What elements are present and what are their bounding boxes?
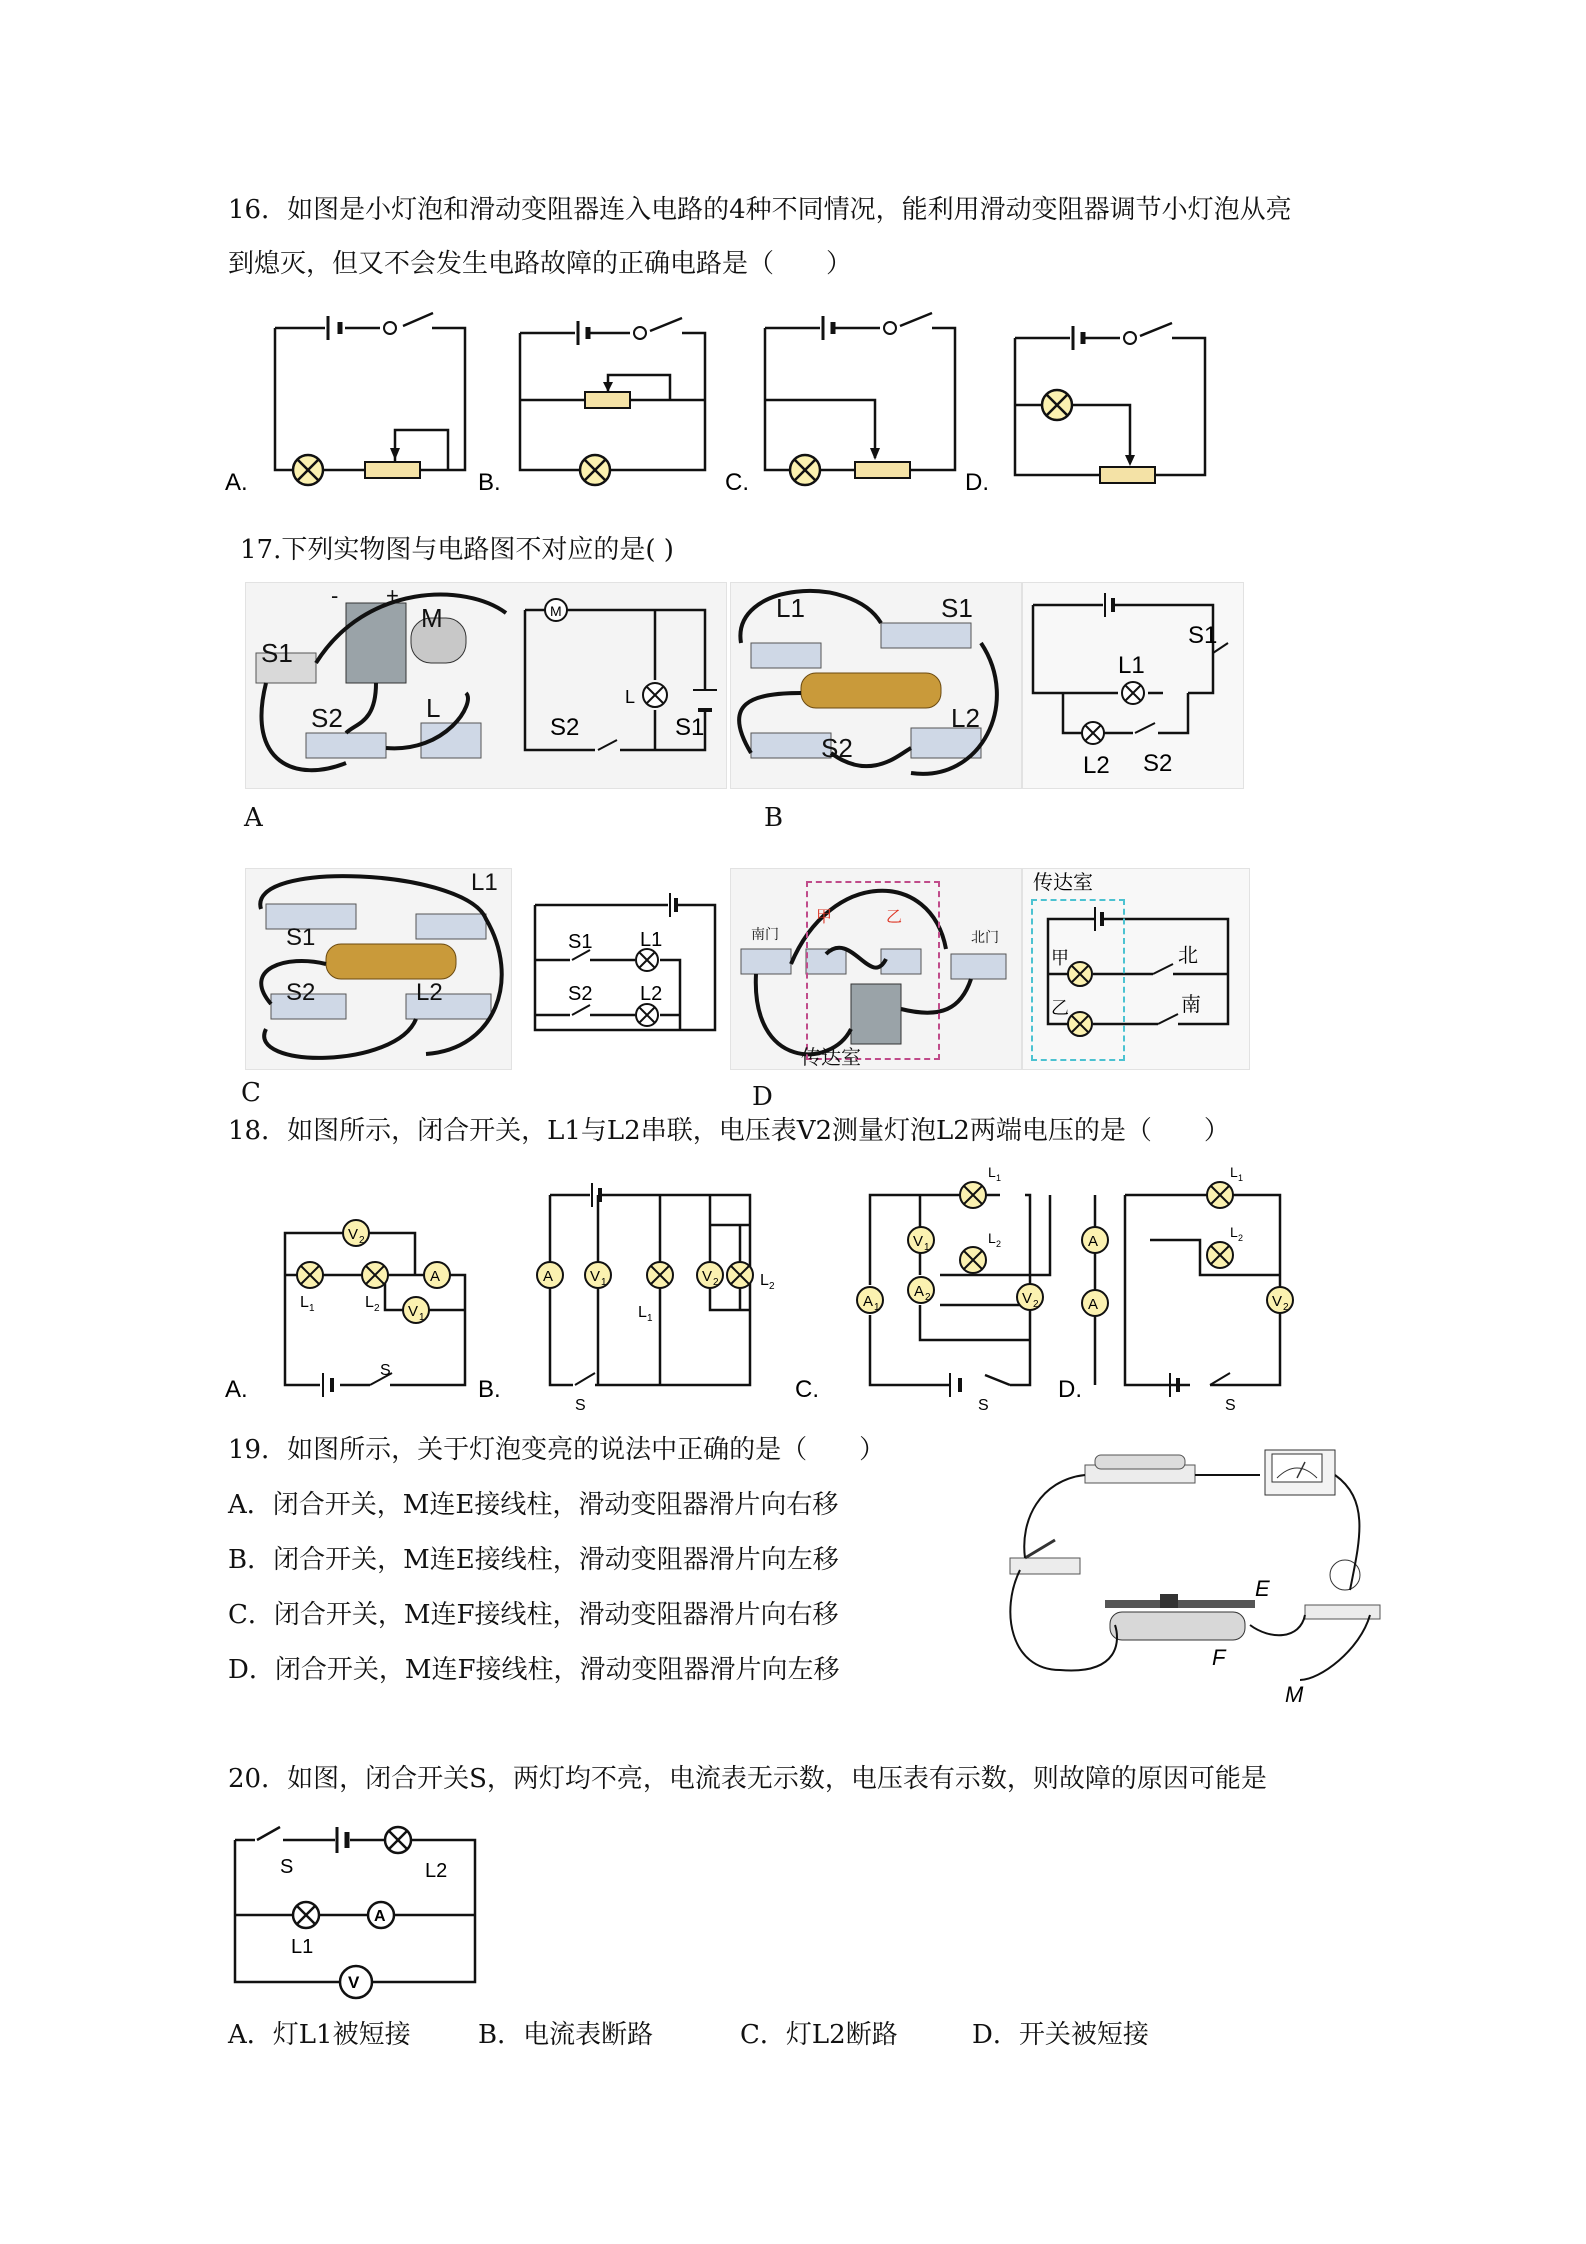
svg-text:L: L [1230, 1224, 1238, 1240]
q20-text: 20．如图，闭合开关S，两灯均不亮，电流表无示数，电压表有示数，则故障的原因可能是 [228, 1764, 1267, 1794]
q17-cb-l2: L2 [1083, 752, 1110, 779]
svg-text:2: 2 [359, 1235, 365, 1246]
q17-cc-s2: S2 [568, 983, 593, 1005]
svg-text:A: A [1088, 1233, 1099, 1250]
q17-cd-yi: 乙 [1051, 998, 1069, 1018]
q17-a-s2-label: S2 [311, 703, 343, 733]
svg-text:V: V [702, 1268, 713, 1285]
q20-ammeter-label: A [374, 1908, 386, 1925]
svg-text:V: V [1022, 1290, 1033, 1307]
q20-option-c[interactable]: C．灯L2断路 [740, 2020, 898, 2050]
q17-c-l2-label: L2 [416, 979, 443, 1006]
q16-circuits [220, 300, 1220, 500]
q18-label-a: A. [225, 1376, 248, 1403]
q17-d-room: 传达室 [801, 1045, 861, 1069]
q20-option-a[interactable]: A．灯L1被短接 [228, 2020, 411, 2050]
q19-label-e: E [1255, 1576, 1270, 1601]
q17-circuit-d[interactable] [1022, 868, 1250, 1070]
svg-text:L: L [638, 1304, 647, 1321]
q16-label-b: B. [478, 469, 501, 496]
svg-text:L: L [988, 1165, 996, 1180]
q20-l1-label: L1 [291, 1936, 314, 1958]
q16-circuit-d[interactable] [1015, 323, 1205, 483]
q16-line1: 16．如图是小灯泡和滑动变阻器连入电路的4种不同情况，能利用滑动变阻器调节小灯泡从亮 [228, 195, 1292, 225]
q17-cd-south: 南 [1181, 994, 1201, 1016]
q17-photo-b-drawing [731, 583, 1021, 788]
q17-cd-north: 北 [1178, 945, 1198, 967]
q16-circuit-b[interactable] [520, 318, 705, 485]
svg-text:S: S [978, 1397, 989, 1410]
svg-text:L: L [300, 1294, 309, 1311]
q17-circuit-b[interactable] [1022, 582, 1244, 789]
svg-text:A: A [430, 1268, 441, 1285]
q20-s-label: S [280, 1856, 294, 1878]
svg-text:1: 1 [924, 1242, 930, 1253]
svg-text:A: A [1088, 1296, 1099, 1313]
svg-text:1: 1 [601, 1277, 607, 1288]
q17-photo-b[interactable] [730, 582, 1022, 789]
q20-option-d[interactable]: D．开关被短接 [972, 2020, 1149, 2050]
q17-ca-s2: S2 [550, 714, 580, 741]
q18-circuits [220, 1165, 1300, 1410]
svg-text:V: V [348, 1226, 359, 1243]
q17-circuit-b-drawing [1023, 583, 1243, 788]
svg-text:2: 2 [769, 1281, 775, 1292]
q17-b-l2-label: L2 [951, 703, 980, 733]
q17-text: 17.下列实物图与电路图不对应的是( ) [240, 535, 674, 565]
q17-a-l-label: L [426, 693, 441, 723]
q16-label-a: A. [225, 469, 248, 496]
q17-cb-s2: S2 [1143, 750, 1173, 777]
q16-label-d: D. [965, 469, 989, 496]
q17-label-c: C [241, 1078, 261, 1108]
q17-circuit-a[interactable] [505, 585, 725, 785]
q17-cc-s1: S1 [568, 931, 593, 953]
svg-text:V: V [1272, 1293, 1283, 1310]
q17-ca-s1: S1 [675, 714, 705, 741]
q18-label-d: D. [1058, 1376, 1082, 1403]
svg-text:A: A [914, 1283, 925, 1300]
q18-circuit-d[interactable] [1082, 1165, 1293, 1410]
q18-label-c: C. [795, 1376, 819, 1403]
q17-a-s1-label: S1 [261, 638, 293, 668]
q17-cd-room-border [1031, 899, 1125, 1061]
q16-label-c: C. [725, 469, 749, 496]
q18-text: 18．如图所示，闭合开关，L1与L2串联，电压表V2测量灯泡L2两端电压的是（ ） [228, 1116, 1230, 1146]
q17-ca-l: L [625, 687, 636, 707]
q17-a-plus-label: + [386, 583, 399, 608]
svg-text:1: 1 [1238, 1173, 1244, 1183]
svg-text:S: S [1225, 1397, 1236, 1410]
q17-b-s2-label: S2 [821, 733, 853, 763]
svg-text:1: 1 [419, 1312, 425, 1323]
q19-figure[interactable] [1000, 1440, 1400, 1705]
q16-circuit-a[interactable] [275, 313, 465, 485]
svg-text:1: 1 [874, 1302, 880, 1313]
q20-circuit[interactable] [225, 1815, 495, 2005]
q18-label-b: B. [478, 1376, 501, 1403]
q17-ca-m: M [550, 603, 562, 619]
q17-cb-s1: S1 [1188, 622, 1218, 649]
q17-a-m-label: M [421, 603, 443, 633]
q17-b-s1-label: S1 [941, 593, 973, 623]
svg-text:1: 1 [647, 1313, 653, 1324]
q17-label-d: D [752, 1082, 773, 1112]
q17-label-a: A [244, 803, 263, 833]
svg-text:A: A [543, 1268, 554, 1285]
svg-text:2: 2 [1033, 1299, 1039, 1310]
q17-cd-room: 传达室 [1033, 872, 1093, 894]
q17-d-jia: 甲 [816, 907, 833, 926]
q17-cb-l1: L1 [1118, 652, 1145, 679]
q17-d-north-door: 北门 [971, 930, 999, 946]
q17-d-yi: 乙 [886, 907, 903, 926]
q19-label-m: M [1285, 1682, 1304, 1705]
q17-photo-c[interactable] [245, 868, 512, 1070]
svg-text:V: V [408, 1303, 419, 1320]
svg-text:S: S [575, 1397, 586, 1410]
q19-option-a[interactable]: A．闭合开关，M连E接线柱，滑动变阻器滑片向右移 [228, 1490, 839, 1520]
q17-c-s2-label: S2 [286, 979, 316, 1006]
q17-photo-c-drawing [246, 869, 511, 1069]
svg-text:1: 1 [309, 1303, 315, 1314]
svg-text:2: 2 [713, 1277, 719, 1288]
svg-text:S: S [380, 1362, 391, 1379]
q17-photo-d[interactable] [730, 868, 1022, 1070]
q18-circuit-a[interactable] [285, 1220, 465, 1397]
svg-text:1: 1 [996, 1173, 1002, 1183]
q19-option-b[interactable]: B．闭合开关，M连E接线柱，滑动变阻器滑片向左移 [228, 1545, 839, 1575]
q20-voltmeter-label: V [348, 1973, 360, 1992]
q18-circuit-c[interactable] [857, 1165, 1050, 1410]
q17-cc-l2: L2 [640, 983, 663, 1005]
q17-b-l1-label: L1 [776, 593, 805, 623]
svg-text:2: 2 [374, 1303, 380, 1314]
svg-text:2: 2 [996, 1239, 1002, 1249]
q17-c-s1-label: S1 [286, 924, 316, 951]
q17-label-b: B [764, 803, 784, 833]
q19-option-c[interactable]: C．闭合开关，M连F接线柱，滑动变阻器滑片向右移 [228, 1600, 839, 1630]
svg-text:V: V [913, 1233, 924, 1250]
q17-circuit-c[interactable] [520, 890, 730, 1050]
svg-text:L: L [760, 1272, 769, 1289]
svg-text:A: A [863, 1293, 874, 1310]
svg-text:2: 2 [1283, 1302, 1289, 1313]
q19-text: 19．如图所示，关于灯泡变亮的说法中正确的是（ ） [228, 1435, 886, 1465]
q17-d-south-door: 南门 [751, 927, 779, 943]
q19-option-d[interactable]: D．闭合开关，M连F接线柱，滑动变阻器滑片向左移 [228, 1655, 840, 1685]
svg-text:2: 2 [1238, 1233, 1244, 1243]
q17-cc-l1: L1 [640, 929, 663, 951]
svg-text:L: L [988, 1230, 996, 1246]
q18-circuit-b[interactable] [537, 1183, 775, 1410]
q16-circuit-c[interactable] [765, 313, 955, 485]
svg-text:V: V [590, 1268, 601, 1285]
q17-a-minus-label: - [331, 583, 339, 608]
svg-text:L: L [365, 1294, 374, 1311]
q20-option-b[interactable]: B．电流表断路 [478, 2020, 654, 2050]
q17-c-l1-label: L1 [471, 869, 498, 896]
q17-cd-jia: 甲 [1051, 948, 1069, 968]
q16-line2: 到熄灭，但又不会发生电路故障的正确电路是（ ） [228, 249, 853, 279]
q20-l2-label: L2 [425, 1860, 448, 1882]
svg-text:2: 2 [925, 1292, 931, 1303]
q19-label-f: F [1212, 1645, 1226, 1670]
svg-text:L: L [1230, 1165, 1238, 1180]
